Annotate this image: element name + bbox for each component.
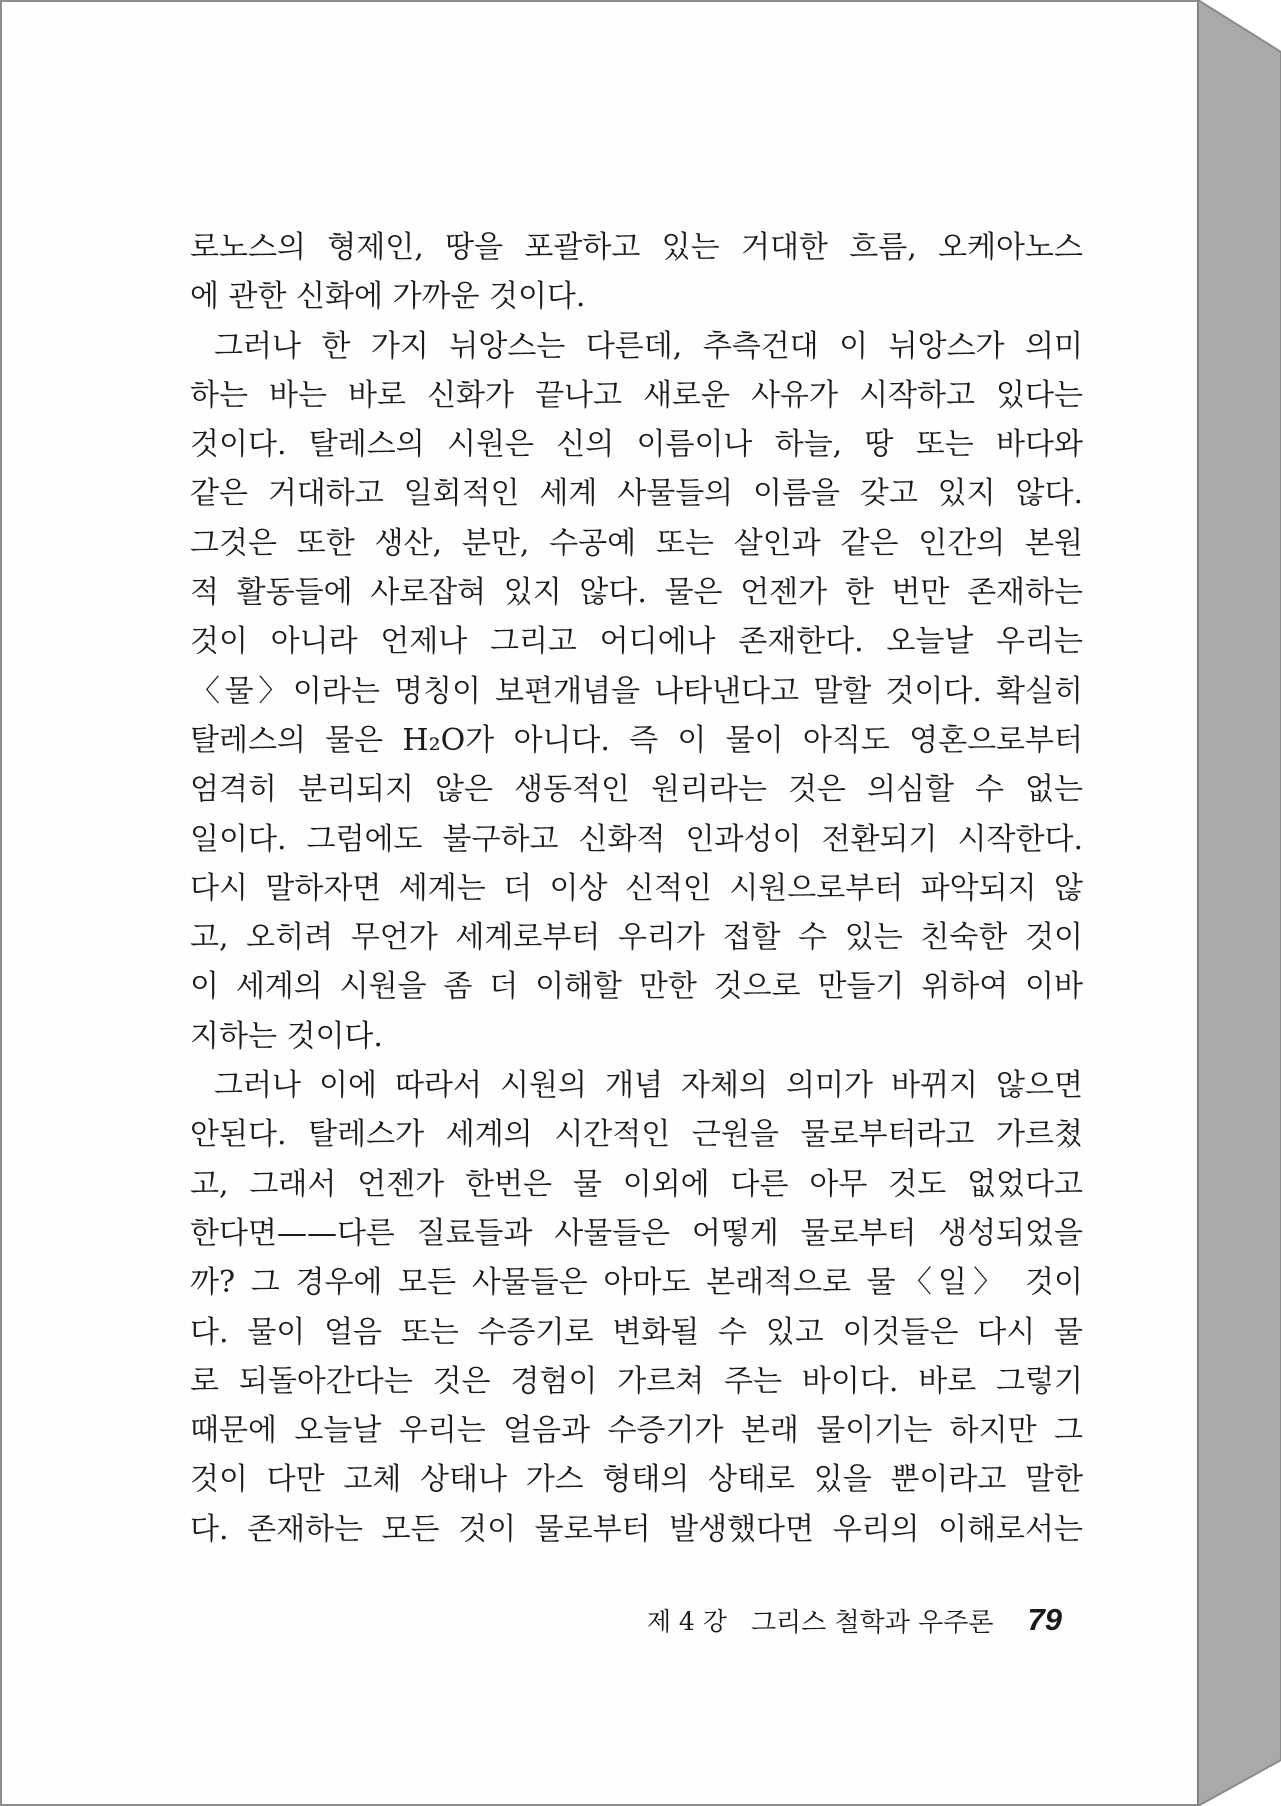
text-line: 안된다. 탈레스가 세계의 시간적인 근원을 물로부터라고 가르쳤 <box>190 1117 1083 1153</box>
text-line: 지하는 것이다. <box>190 1018 383 1054</box>
text-line: 한다면——다른 질료들과 사물들은 어떻게 물로부터 생성되었을 <box>190 1215 1083 1251</box>
text-line: 일이다. 그럼에도 불구하고 신화적 인과성이 전환되기 시작한다. <box>190 821 1083 857</box>
text-line: 고, 그래서 언젠가 한번은 물 이외에 다른 아무 것도 없었다고 <box>190 1166 1083 1202</box>
text-line: 같은 거대하고 일회적인 세계 사물들의 이름을 갖고 있지 않다. <box>190 476 1083 512</box>
text-line: 〈물〉이라는 명칭이 보편개념을 나타낸다고 말할 것이다. 확실히 <box>190 673 1083 709</box>
text-line: 탈레스의 물은 H₂O가 아니다. 즉 이 물이 아직도 영혼으로부터 <box>190 722 1083 758</box>
page-footer <box>647 1600 1062 1640</box>
text-line: 엄격히 분리되지 않은 생동적인 원리라는 것은 의심할 수 없는 <box>190 772 1083 808</box>
text-line: 그것은 또한 생산, 분만, 수공예 또는 살인과 같은 인간의 본원 <box>190 525 1083 561</box>
page-number: 79 <box>1027 1602 1062 1637</box>
text-line: 것이 아니라 언제나 그리고 어디에나 존재한다. 오늘날 우리는 <box>190 624 1083 660</box>
text-line: 다. 존재하는 모든 것이 물로부터 발생했다면 우리의 이해로서는 <box>190 1511 1083 1547</box>
text-line: 까? 그 경우에 모든 사물들은 아마도 본래적으로 물〈일〉 것이 <box>190 1265 1083 1301</box>
text-line: 때문에 오늘날 우리는 얼음과 수증기가 본래 물이기는 하지만 그 <box>190 1413 1083 1449</box>
text-line: 것이 다만 고체 상태나 가스 형태의 상태로 있을 뿐이라고 말한 <box>190 1462 1083 1498</box>
text-line: 로 되돌아간다는 것은 경험이 가르쳐 주는 바이다. 바로 그렇기 <box>190 1363 1083 1399</box>
text-line: 고, 오히려 무언가 세계로부터 우리가 접할 수 있는 친숙한 것이 <box>190 920 1083 956</box>
text-line: 이 세계의 시원을 좀 더 이해할 만한 것으로 만들기 위하여 이바 <box>190 969 1083 1005</box>
chapter-label: 제 4 강 <box>646 1607 727 1636</box>
page-side-edge <box>1198 0 1281 1806</box>
text-line: 에 관한 신화에 가까운 것이다. <box>190 279 586 315</box>
text-line: 다시 말하자면 세계는 더 이상 신적인 시원으로부터 파악되지 않 <box>190 870 1083 906</box>
text-line: 하는 바는 바로 신화가 끝나고 새로운 사유가 시작하고 있다는 <box>190 377 1083 413</box>
running-title: 그리스 철학과 우주론 <box>750 1607 994 1638</box>
text-line: 것이다. 탈레스의 시원은 신의 이름이나 하늘, 땅 또는 바다와 <box>190 427 1083 463</box>
text-line: 그러나 이에 따라서 시원의 개념 자체의 의미가 바뀌지 않으면 <box>214 1068 1083 1104</box>
page-body-text <box>190 223 1083 1554</box>
text-line: 다. 물이 얼음 또는 수증기로 변화될 수 있고 이것들은 다시 물 <box>190 1314 1083 1350</box>
text-line: 로노스의 형제인, 땅을 포괄하고 있는 거대한 흐름, 오케아노스 <box>190 230 1083 265</box>
text-line: 적 활동들에 사로잡혀 있지 않다. 물은 언젠가 한 번만 존재하는 <box>190 575 1083 611</box>
text-line: 그러나 한 가지 뉘앙스는 다른데, 추측건대 이 뉘앙스가 의미 <box>214 328 1083 364</box>
